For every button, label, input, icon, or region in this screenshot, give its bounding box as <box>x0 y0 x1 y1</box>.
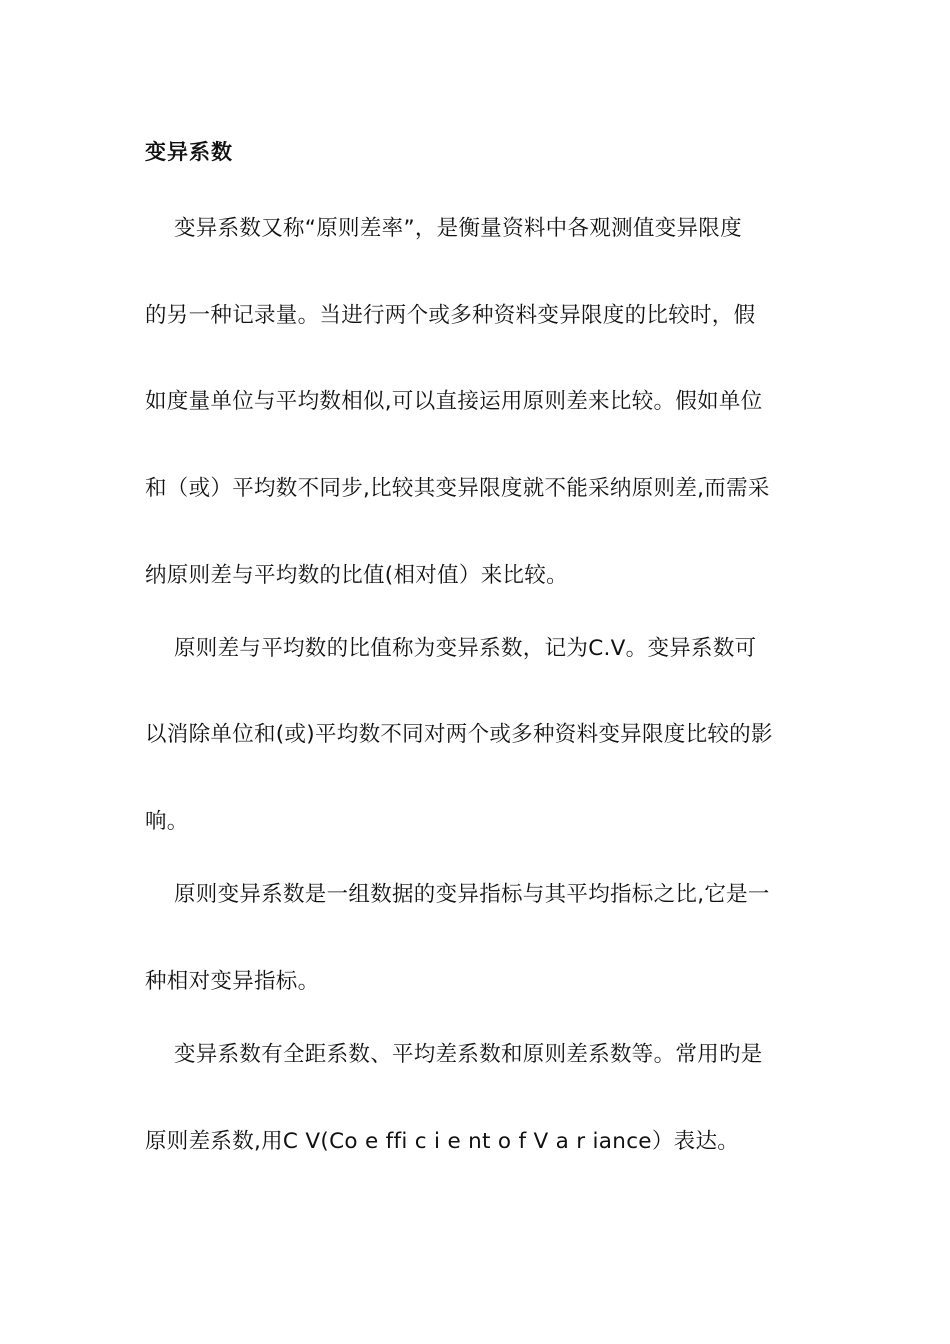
paragraph-2-line-2: 以消除单位和(或)平均数不同对两个或多种资料变异限度比较的影 <box>145 722 773 747</box>
paragraph-2-line-3: 响。 <box>145 809 189 834</box>
paragraph-4-line-2: 原则差系数,用C V(Co e ffi c i e nt o f V a r iance）表达。 <box>145 1129 740 1154</box>
document-title: 变异系数 <box>145 140 233 164</box>
paragraph-4-line-1: 变异系数有全距系数、平均差系数和原则差系数等。常用旳是 <box>174 1042 763 1067</box>
paragraph-1-line-2: 的另一种记录量。当进行两个或多种资料变异限度的比较时，假 <box>145 303 756 328</box>
paragraph-3-line-1: 原则变异系数是一组数据的变异指标与其平均指标之比,它是一 <box>174 882 770 907</box>
paragraph-1-line-3: 如度量单位与平均数相似,可以直接运用原则差来比较。假如单位 <box>145 389 763 414</box>
paragraph-1-line-4: 和（或）平均数不同步,比较其变异限度就不能采纳原则差,而需采 <box>145 476 770 501</box>
paragraph-2-line-1: 原则差与平均数的比值称为变异系数，记为C.V。变异系数可 <box>174 636 757 661</box>
paragraph-1-line-1: 变异系数又称“原则差率”，是衡量资料中各观测值变异限度 <box>174 216 742 241</box>
paragraph-1-line-5: 纳原则差与平均数的比值(相对值）来比较。 <box>145 563 568 588</box>
paragraph-3-line-2: 种相对变异指标。 <box>145 969 320 994</box>
